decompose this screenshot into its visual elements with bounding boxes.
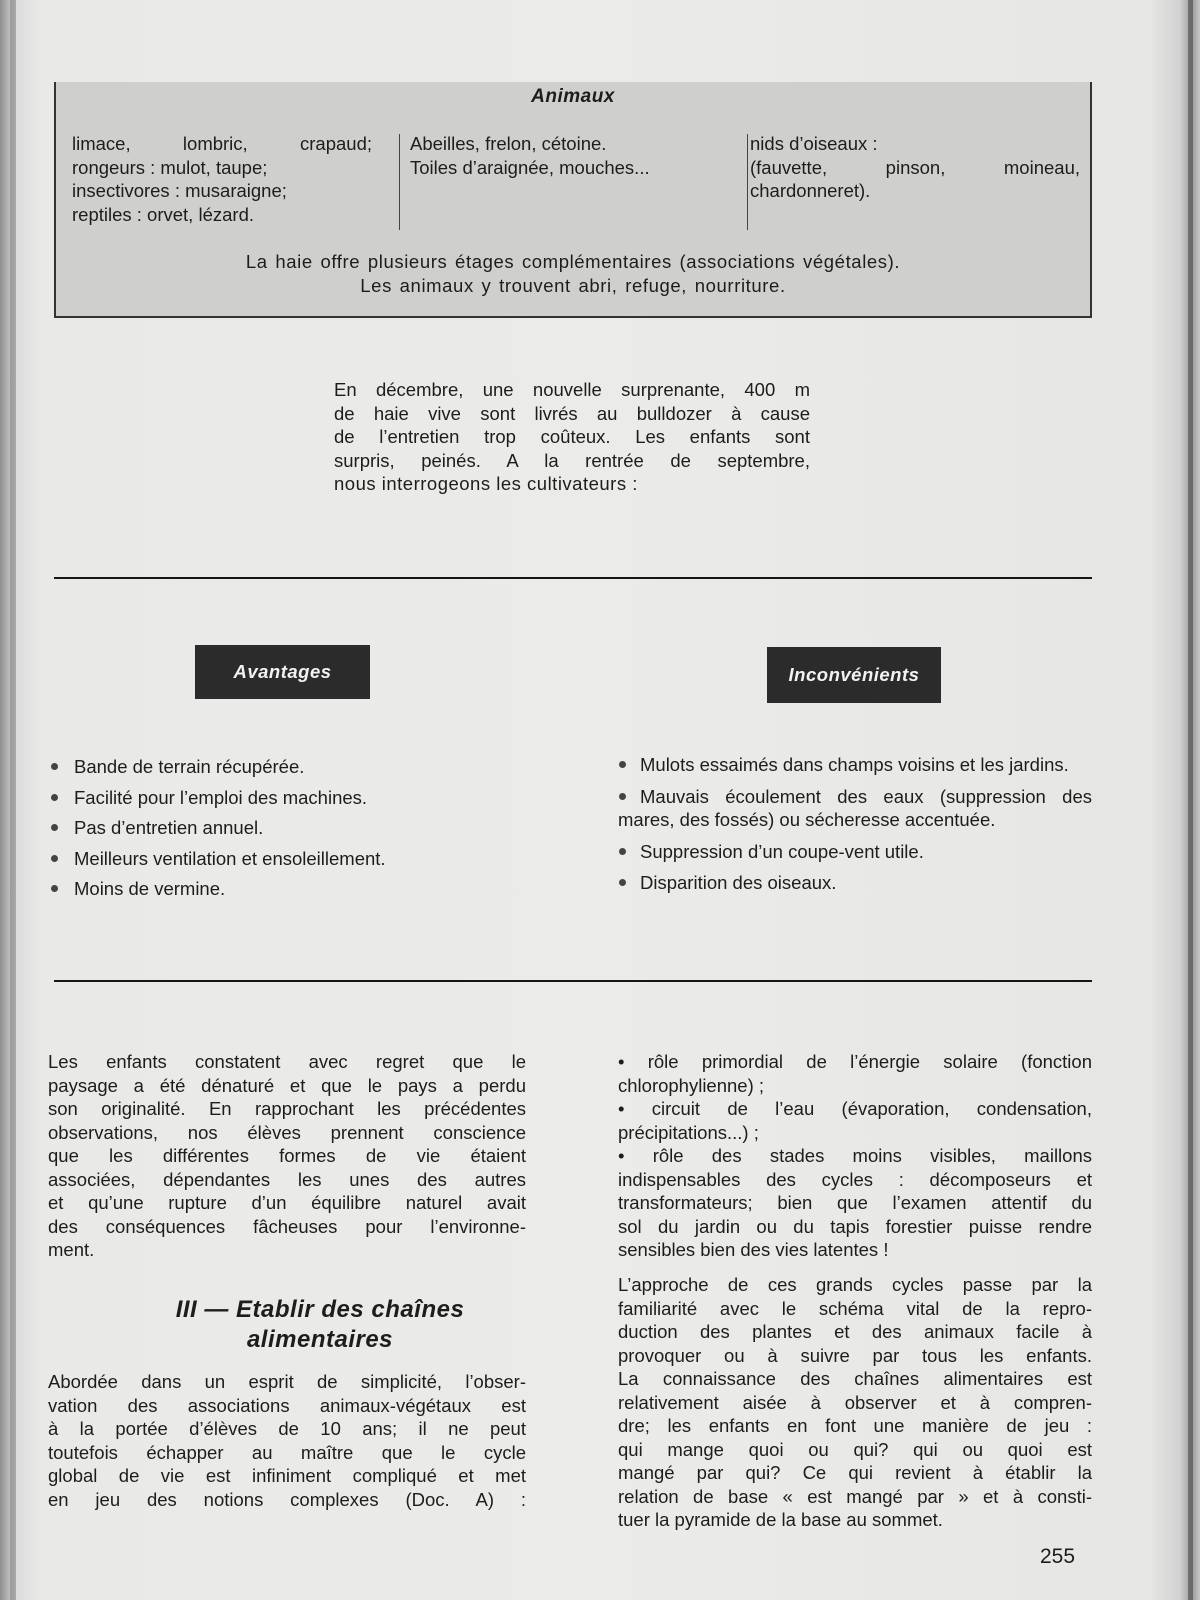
bulldozer-paragraph	[334, 378, 810, 496]
inconvenients-list	[618, 753, 1092, 903]
animal-box-summary	[56, 250, 1090, 297]
list-item-text: Mauvais écoulement des eaux (suppression des mares, des fossés) ou sécheresse accentuée.	[618, 785, 1092, 830]
text-line: précipitations...) ;	[618, 1121, 759, 1143]
list-item	[48, 813, 548, 844]
book-spine-shadow	[10, 0, 16, 1600]
summary-line: Les animaux y trouvent abri, refuge, nourriture.	[360, 274, 786, 296]
avantages-list	[48, 752, 548, 905]
animal-box-title: Animaux	[531, 86, 615, 107]
list-item-text: Bande de terrain récupérée.	[74, 756, 305, 777]
text-line: qui mange quoi ou qui? qui ou quoi est	[618, 1438, 1092, 1460]
text-line: des conséquences fâcheuses pour l’environne-	[48, 1215, 526, 1237]
animal-line: (fauvette, pinson, moineau,	[750, 156, 1080, 178]
text-line: sol du jardin ou du tapis forestier puisse rendre	[618, 1215, 1092, 1237]
avantages-label: Avantages	[195, 645, 370, 699]
bullet-icon	[618, 785, 640, 809]
list-item-text: Mulots essaimés dans champs voisins et les jardins.	[640, 754, 1069, 775]
list-item	[48, 752, 548, 783]
animal-line: Toiles d’araignée, mouches...	[410, 156, 650, 178]
approche-paragraph	[618, 1273, 1092, 1532]
text-line: global de vie est infiniment compliqué et met	[48, 1465, 526, 1486]
text-line: • rôle primordial de l’énergie solaire (fonction	[618, 1051, 1092, 1072]
animal-line: nids d’oiseaux :	[750, 133, 878, 154]
animal-column-ground	[72, 132, 372, 226]
animal-line: chardonneret).	[750, 180, 871, 201]
bullet-icon	[48, 844, 74, 875]
text-line: L’approche de ces grands cycles passe par la	[618, 1274, 1092, 1295]
animal-line: limace, lombric, crapaud;	[72, 133, 372, 154]
list-item-text: Pas d’entretien annuel.	[74, 817, 264, 838]
text-line: dre; les enfants en font une manière de jeu :	[618, 1415, 1092, 1436]
abordee-paragraph	[48, 1370, 526, 1511]
text-line: La connaissance des chaînes alimentaires est	[618, 1368, 1092, 1389]
bullet-icon	[48, 874, 74, 905]
animal-info-box	[54, 82, 1092, 318]
list-item	[618, 871, 1092, 895]
enfants-paragraph	[48, 1050, 526, 1262]
bullet-icon	[48, 813, 74, 844]
bullet-icon	[618, 753, 640, 777]
list-item-text: Moins de vermine.	[74, 878, 226, 899]
text-line: Abordée dans un esprit de simplicité, l’obser-	[48, 1371, 526, 1392]
horizontal-rule	[54, 577, 1092, 579]
column-divider	[747, 134, 748, 230]
text-line: transformateurs; bien que l’examen attentif du	[618, 1192, 1092, 1213]
page-number: 255	[1040, 1545, 1076, 1568]
text-line: vation des associations animaux-végétaux est	[48, 1394, 526, 1416]
animal-line: Abeilles, frelon, cétoine.	[410, 133, 607, 154]
text-line: indispensables des cycles : décomposeurs et	[618, 1168, 1092, 1190]
text-line: toutefois échapper au maître que le cycle	[48, 1441, 526, 1463]
text-line: sensibles bien des vies latentes !	[618, 1239, 889, 1260]
text-line: de haie vive sont livrés au bulldozer à cause	[334, 402, 810, 424]
heading-line: III — Etablir des chaînes	[175, 1296, 465, 1323]
bullet-icon	[48, 783, 74, 814]
animal-line: reptiles : orvet, lézard.	[72, 203, 254, 225]
text-line: surpris, peinés. A la rentrée de septembre,	[334, 449, 810, 471]
text-line: et qu’une rupture d’un équilibre naturel avait	[48, 1192, 526, 1213]
text-line: En décembre, une nouvelle surprenante, 400 m	[334, 379, 810, 400]
text-line: • rôle des stades moins visibles, maillons	[618, 1145, 1092, 1166]
text-line: • circuit de l’eau (évaporation, condensation,	[618, 1098, 1092, 1119]
list-item	[48, 783, 548, 814]
animal-column-birds	[750, 132, 1080, 203]
list-item	[48, 874, 548, 905]
list-item-text: Facilité pour l’emploi des machines.	[74, 786, 368, 808]
text-line: relativement aisée à observer et à compren-	[618, 1391, 1092, 1413]
text-line: nous interrogeons les cultivateurs :	[334, 473, 638, 494]
animal-column-insects	[410, 132, 740, 179]
heading-line: alimentaires	[246, 1326, 394, 1353]
list-item-text: Disparition des oiseaux.	[640, 872, 837, 893]
bullet-icon	[618, 840, 640, 864]
list-item-text: Meilleurs ventilation et ensoleillement.	[74, 847, 386, 869]
text-line: paysage a été dénaturé et que le pays a perdu	[48, 1074, 526, 1096]
bullet-icon	[48, 752, 74, 783]
text-line: en jeu des notions complexes (Doc. A) :	[48, 1488, 526, 1510]
text-line: provoquer ou à suivre par tous les enfants.	[618, 1344, 1092, 1366]
text-line: chlorophylienne) ;	[618, 1074, 765, 1096]
inconvenients-label: Inconvénients	[767, 647, 941, 703]
text-line: ment.	[48, 1239, 95, 1260]
bullet-icon	[618, 871, 640, 895]
summary-line: La haie offre plusieurs étages complémentaires (associations végétales).	[245, 251, 901, 272]
text-line: tuer la pyramide de la base au sommet.	[618, 1509, 943, 1530]
text-line: duction des plantes et des animaux facile à	[618, 1321, 1092, 1342]
text-line: observations, nos élèves prennent conscience	[48, 1121, 526, 1143]
text-line: relation de base « est mangé par » et à consti-	[618, 1485, 1092, 1507]
text-line: associées, dépendantes les unes des autres	[48, 1168, 526, 1190]
text-line: que les différentes formes de vie étaient	[48, 1145, 526, 1166]
text-line: familiarité avec le schéma vital de la repro-	[618, 1297, 1092, 1319]
list-item	[48, 844, 548, 875]
list-item	[618, 785, 1092, 832]
column-divider	[399, 134, 400, 230]
section-heading	[120, 1295, 520, 1355]
list-item	[618, 753, 1092, 777]
horizontal-rule	[54, 980, 1092, 982]
list-item	[618, 840, 1092, 864]
animal-line: rongeurs : mulot, taupe;	[72, 156, 268, 178]
roles-list-paragraph	[618, 1050, 1092, 1262]
text-line: de l’entretien trop coûteux. Les enfants sont	[334, 426, 810, 447]
text-line: à la portée d’élèves de 10 ans; il ne peut	[48, 1418, 526, 1439]
text-line: mangé par qui? Ce qui revient à établir la	[618, 1462, 1092, 1483]
text-line: son originalité. En rapprochant les précédentes	[48, 1098, 526, 1119]
text-line: Les enfants constatent avec regret que le	[48, 1051, 526, 1072]
list-item-text: Suppression d’un coupe-vent utile.	[640, 840, 924, 862]
animal-line: insectivores : musaraigne;	[72, 180, 287, 201]
page-edge	[1188, 0, 1193, 1600]
